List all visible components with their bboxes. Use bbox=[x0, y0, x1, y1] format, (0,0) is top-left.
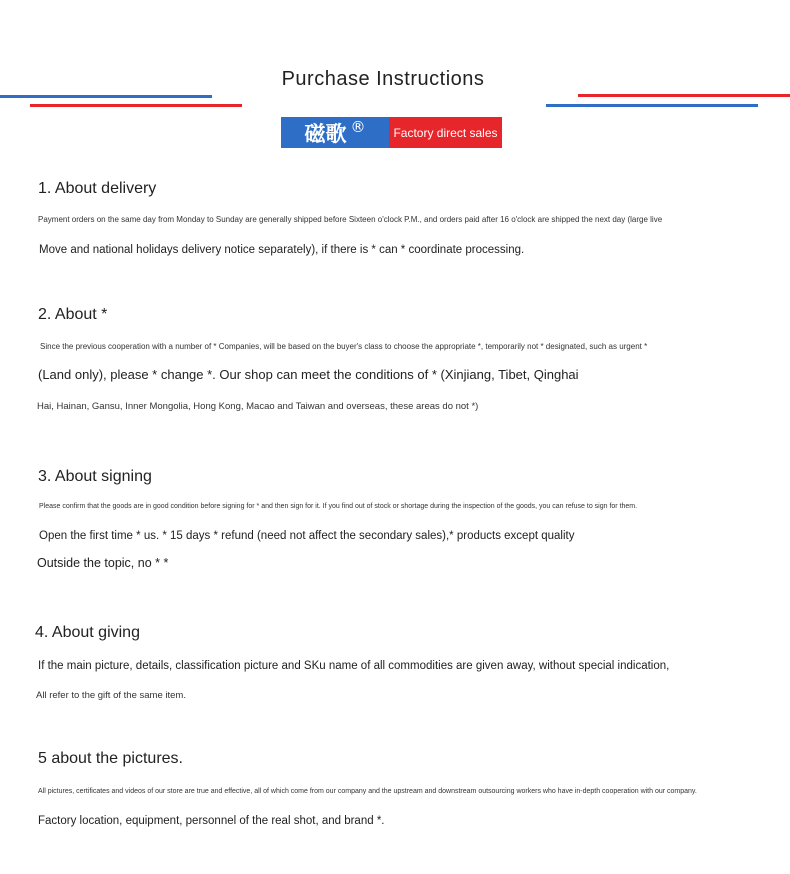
page-title: Purchase Instructions bbox=[281, 68, 485, 90]
section-text-line: Move and national holidays delivery notice separately), if there is * can * coordinate processing. bbox=[39, 244, 525, 256]
slogan-label: Factory direct sales bbox=[389, 117, 502, 148]
section-heading-signing: 3. About signing bbox=[38, 468, 152, 485]
section-heading-giving: 4. About giving bbox=[35, 624, 140, 641]
section-text-line: All refer to the gift of the same item. bbox=[36, 690, 186, 701]
brand-badge bbox=[281, 117, 502, 148]
decor-line-right-red bbox=[578, 94, 790, 97]
section-text-line: All pictures, certificates and videos of our store are true and effective, all of which come from our company and the upstream and downstream outsourcing workers who have in-depth cooperation with our company. bbox=[38, 788, 697, 795]
section-text-line: Since the previous cooperation with a number of * Companies, will be based on the buyer's class to choose the appropriate *, temporarily not * designated, such as urgent * bbox=[40, 342, 648, 351]
section-heading-shipping: 2. About * bbox=[38, 306, 108, 323]
brand-name: 磁歌 bbox=[304, 121, 347, 146]
registered-mark: ® bbox=[350, 117, 366, 136]
brand-logo bbox=[281, 117, 389, 148]
decor-line-right-blue bbox=[546, 104, 758, 107]
section-heading-delivery: 1. About delivery bbox=[38, 180, 157, 197]
section-text-line: Please confirm that the goods are in good condition before signing for * and then sign for it. If you find out of stock or shortage during the inspection of the goods, you can refuse to sign for them. bbox=[39, 503, 638, 510]
decor-line-left-blue bbox=[0, 95, 212, 98]
section-text-line: Hai, Hainan, Gansu, Inner Mongolia, Hong Kong, Macao and Taiwan and overseas, these areas do not *) bbox=[37, 401, 479, 412]
section-text-line: Payment orders on the same day from Monday to Sunday are generally shipped before Sixteen o'clock P.M., and orders paid after 16 o'clock are shipped the next day (large live bbox=[38, 215, 663, 224]
section-text-line: Factory location, equipment, personnel of the real shot, and brand *. bbox=[38, 815, 385, 827]
section-heading-pictures: 5 about the pictures. bbox=[38, 750, 183, 767]
section-text-line: (Land only), please * change *. Our shop can meet the conditions of * (Xinjiang, Tibet, Qinghai bbox=[38, 367, 579, 382]
section-text-line: Outside the topic, no * * bbox=[37, 556, 169, 570]
section-text-line: If the main picture, details, classification picture and SKu name of all commodities are given away, without special indication, bbox=[38, 660, 670, 672]
decor-line-left-red bbox=[30, 104, 242, 107]
section-text-line: Open the first time * us. * 15 days * refund (need not affect the secondary sales),* products except quality bbox=[39, 530, 575, 542]
